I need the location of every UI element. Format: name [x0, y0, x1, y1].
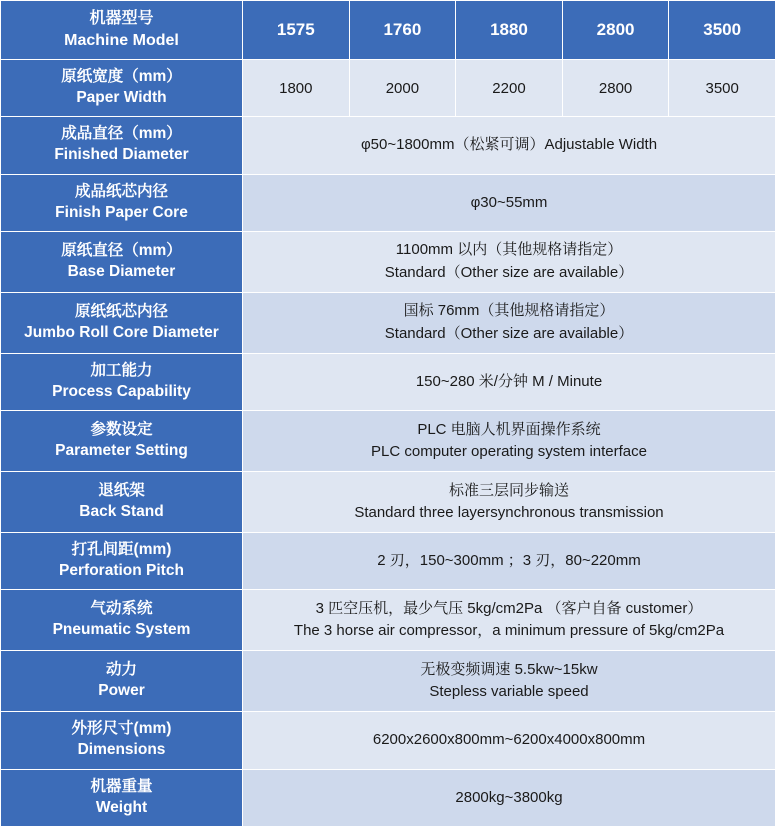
table-row	[1, 651, 776, 712]
row-label-cn: 参数设定	[90, 421, 153, 439]
model-1880: 1880	[456, 1, 563, 60]
value-line: 6200x2600x800mm~6200x4000x800mm	[372, 731, 646, 749]
table-row	[1, 117, 776, 174]
table-row	[1, 292, 776, 353]
row-value-pneumatic-system	[243, 590, 776, 651]
row-label-en: Back Stand	[79, 503, 164, 521]
value-line: The 3 horse air compressor，a minimum pressure of 5kg/cm2Pa	[293, 622, 725, 640]
row-label-en: Finish Paper Core	[55, 203, 188, 221]
model-1575: 1575	[243, 1, 350, 60]
row-value-jumbo-roll-core-diameter	[243, 292, 776, 353]
table-header-row	[1, 1, 776, 60]
row-label-cn: 加工能力	[90, 362, 153, 380]
table-row	[1, 411, 776, 472]
row-label-power	[1, 651, 243, 712]
row-label-parameter-setting	[1, 411, 243, 472]
row-value-perforation-pitch	[243, 533, 776, 590]
row-label-finished-diameter	[1, 117, 243, 174]
header-label-en: Machine Model	[64, 31, 179, 49]
row-label-en: Finished Diameter	[54, 146, 189, 164]
row-value-finished-diameter	[243, 117, 776, 174]
row-label-process-capability	[1, 353, 243, 410]
row-label-en: Paper Width	[76, 89, 167, 107]
row-label-en: Power	[98, 682, 145, 700]
row-label-cn: 成品纸芯内径	[74, 182, 168, 200]
row-value-finish-paper-core	[243, 174, 776, 231]
row-label-cn: 原纸纸芯内径	[74, 302, 168, 320]
table-row	[1, 353, 776, 410]
row-value-weight	[243, 769, 776, 826]
row-label-pneumatic-system	[1, 590, 243, 651]
row-label-jumbo-roll-core-diameter	[1, 292, 243, 353]
row-label-en: Jumbo Roll Core Diameter	[24, 323, 219, 341]
paper-width-2800: 2800	[562, 59, 669, 116]
row-label-weight	[1, 769, 243, 826]
row-label-cn: 原纸宽度（mm）	[61, 68, 182, 86]
table-row	[1, 712, 776, 769]
row-value-back-stand	[243, 472, 776, 533]
row-label-cn: 打孔间距(mm)	[71, 541, 172, 559]
value-line: PLC 电脑人机界面操作系统	[417, 420, 601, 438]
row-label-perforation-pitch	[1, 533, 243, 590]
value-line: 国标 76mm（其他规格请指定）	[403, 302, 615, 320]
value-line: PLC computer operating system interface	[371, 443, 647, 461]
value-line: Stepless variable speed	[429, 683, 589, 701]
paper-width-1760: 2000	[349, 59, 456, 116]
model-2800: 2800	[562, 1, 669, 60]
value-line: Standard three layersynchronous transmission	[354, 504, 664, 522]
row-label-cn: 气动系统	[90, 600, 153, 618]
row-value-power	[243, 651, 776, 712]
header-label-cn: 机器型号	[89, 10, 154, 28]
row-label-cn: 退纸架	[98, 482, 145, 500]
value-line: φ50~1800mm（松紧可调）Adjustable Width	[360, 136, 658, 154]
row-label-en: Parameter Setting	[55, 442, 188, 460]
row-label-cn: 外形尺寸(mm)	[71, 720, 172, 738]
value-line: Standard（Other size are available）	[384, 263, 634, 281]
row-label-en: Base Diameter	[67, 262, 176, 280]
row-value-process-capability	[243, 353, 776, 410]
row-label-en: Process Capability	[52, 382, 191, 400]
table-row	[1, 231, 776, 292]
value-line: 1100mm 以内（其他规格请指定）	[395, 241, 623, 259]
row-value-parameter-setting	[243, 411, 776, 472]
row-label-cn: 机器重量	[90, 777, 153, 795]
row-label-en: Perforation Pitch	[59, 562, 184, 580]
row-label-base-diameter	[1, 231, 243, 292]
row-label-finish-paper-core	[1, 174, 243, 231]
model-1760: 1760	[349, 1, 456, 60]
row-label-cn: 成品直径（mm）	[61, 125, 182, 143]
table-row	[1, 590, 776, 651]
value-line: Standard（Other size are available）	[384, 324, 634, 342]
table-row	[1, 59, 776, 116]
row-label-cn: 原纸直径（mm）	[61, 241, 182, 259]
value-line: 无极变频调速 5.5kw~15kw	[420, 660, 598, 678]
row-label-dimensions	[1, 712, 243, 769]
table-row	[1, 174, 776, 231]
paper-width-3500: 3500	[669, 59, 776, 116]
model-3500: 3500	[669, 1, 776, 60]
row-value-base-diameter	[243, 231, 776, 292]
paper-width-1575: 1800	[243, 59, 350, 116]
table-row	[1, 472, 776, 533]
row-value-dimensions	[243, 712, 776, 769]
row-label-en: Pneumatic System	[52, 621, 191, 639]
row-label-paper-width	[1, 59, 243, 116]
header-label-cell	[1, 1, 243, 60]
value-line: 150~280 米/分钟 M / Minute	[415, 372, 603, 390]
value-line: 2 刃，150~300mm ；3 刃，80~220mm	[377, 551, 641, 569]
value-line: φ30~55mm	[470, 193, 548, 211]
row-label-back-stand	[1, 472, 243, 533]
paper-width-1880: 2200	[456, 59, 563, 116]
value-line: 标准三层同步输送	[448, 481, 569, 499]
value-line: 3 匹空压机，最少气压 5kg/cm2Pa （客户自备 customer）	[315, 599, 703, 617]
row-label-en: Weight	[95, 798, 148, 816]
row-label-cn: 动力	[105, 661, 137, 679]
table-row	[1, 769, 776, 826]
row-label-en: Dimensions	[77, 741, 166, 759]
value-line: 2800kg~3800kg	[455, 788, 563, 806]
table-row	[1, 533, 776, 590]
